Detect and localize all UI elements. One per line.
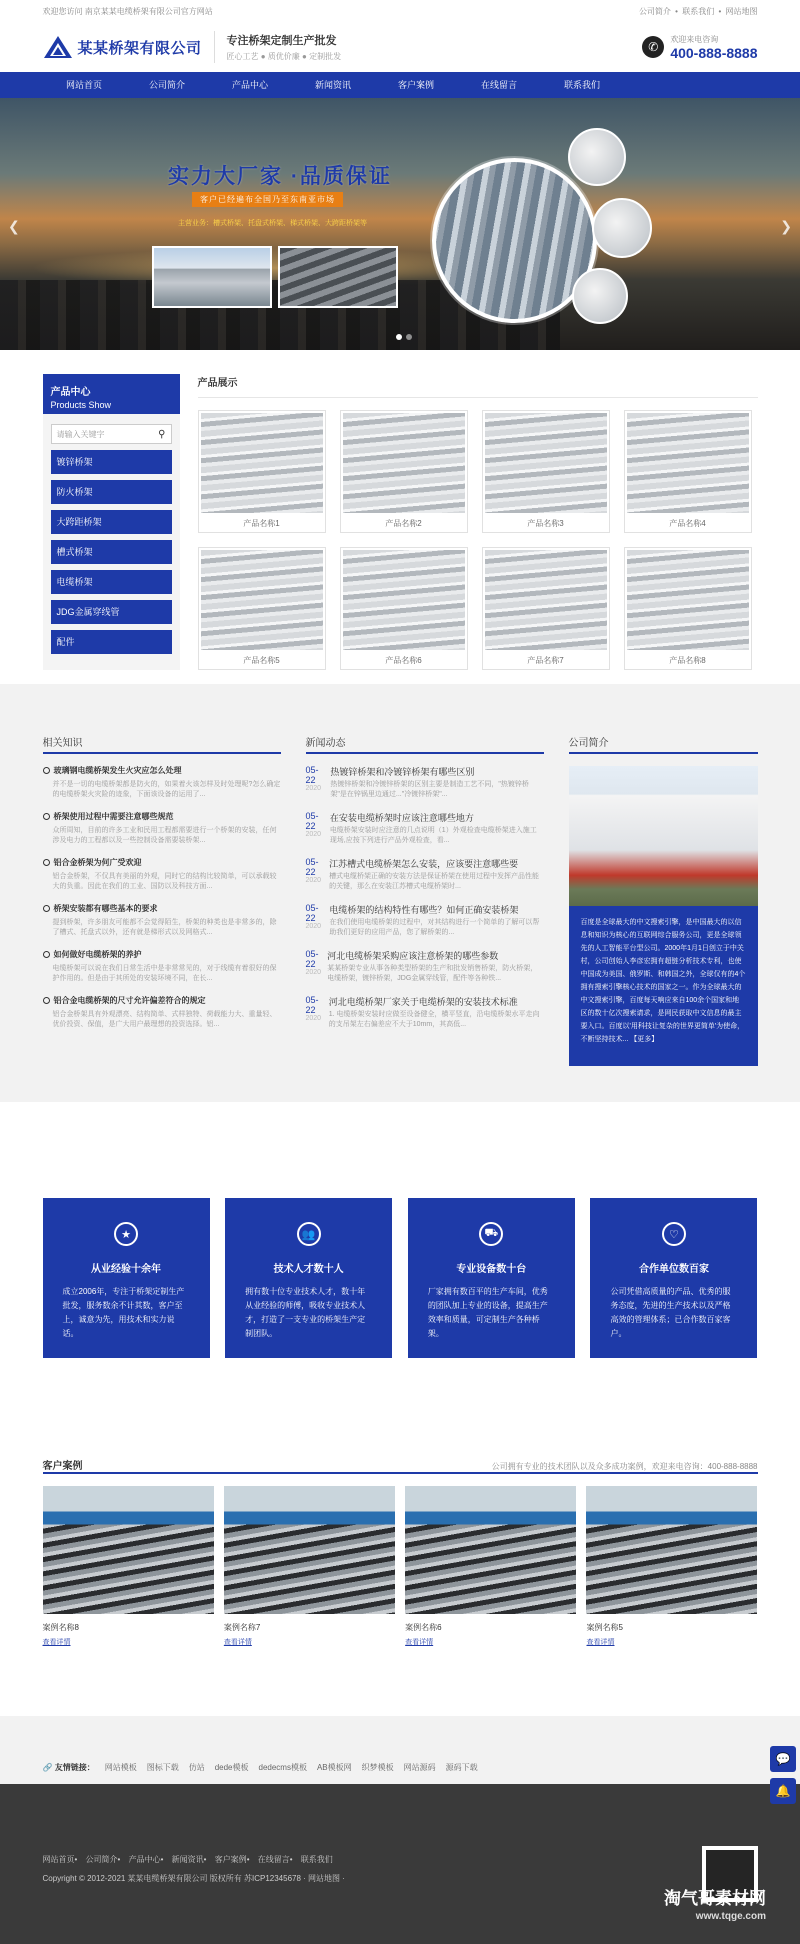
- friend-link[interactable]: 网站源码: [403, 1763, 436, 1772]
- product-image: [627, 550, 749, 650]
- welcome-text: 欢迎您访问 南京某某电缆桥架有限公司官方网站: [42, 6, 213, 16]
- feature-card: [225, 1198, 392, 1358]
- nav-about[interactable]: 公司简介: [148, 80, 185, 90]
- bullet-icon: [43, 767, 50, 774]
- feature-title: 专业设备数十台: [456, 1264, 527, 1275]
- banner-product-circle-3: [572, 268, 628, 324]
- product-card[interactable]: [340, 410, 468, 533]
- footer-nav-item[interactable]: 在线留言: [257, 1855, 290, 1864]
- case-more-link[interactable]: 查看详情: [405, 1639, 434, 1646]
- product-name: 产品名称5: [243, 656, 280, 665]
- banner-product-circle-2: [592, 198, 652, 258]
- bullet-icon: [43, 997, 50, 1004]
- about-body: 百度是全球最大的中文搜索引擎，是中国最大的以信息和知识为核心的互联网综合服务公司，更是全球领先的人工智能平台型公司。2000年1月1日创立于中关村，公司创始人李彦宏拥有超链分析技术专利，也使中国成为美国、俄罗斯、和韩国之外，全球仅有的4个拥有搜索引擎核心技术的国家之一。作为全球最大的中文搜索引擎，百度每天响应来自100余个国家和地区的数十亿次搜索请求，是网民获取中文信息的最主要入口。百度以'用科技让复杂的世界更简单'为使命，不断坚持技术...: [580, 919, 746, 1043]
- news-item-title[interactable]: 江苏槽式电缆桥架怎么安装，应该要注意哪些要: [329, 859, 519, 869]
- news-item-desc: 1. 电缆桥架安装时应做至设备健全，横平竖直，沿电缆桥架水平走向的支吊架左右偏差应不大于10mm，其高低...: [328, 1011, 540, 1028]
- case-card[interactable]: [224, 1486, 395, 1647]
- slogan-tags: 匠心工艺 ● 质优价廉 ● 定制批发: [226, 52, 342, 61]
- banner-dot[interactable]: [396, 334, 402, 340]
- banner-product-circle-1: [568, 128, 626, 186]
- top-link-contact[interactable]: 联系我们: [682, 6, 715, 16]
- watermark: 淘气哥素材网 www.tqge.com: [664, 1889, 766, 1922]
- feature-title: 技术人才数十人: [273, 1264, 344, 1275]
- feature-title: 从业经验十余年: [91, 1264, 161, 1275]
- products-section: [0, 350, 800, 684]
- footer-nav-item[interactable]: 产品中心: [128, 1855, 161, 1864]
- banner-business: 主营业务：槽式桥架、托盘式桥架、梯式桥架、大跨距桥架等: [178, 220, 367, 227]
- friend-link[interactable]: AB模板网: [316, 1763, 352, 1772]
- footer-nav-item[interactable]: 网站首页: [42, 1855, 75, 1864]
- hero-banner[interactable]: [0, 98, 800, 350]
- feature-desc: 成立2006年，专注于桥架定制生产批发，服务数余不计其数，客户至上，诚意为先，用技术和实力说话。: [62, 1287, 185, 1338]
- friend-link[interactable]: 网站模板: [104, 1763, 137, 1772]
- knowledge-item-desc: 提到桥架，许多朋友可能都不会觉得陌生，桥架的种类也是非常多的，除了槽式、托盘式以外，还有就是梯形式以及网格式...: [52, 919, 277, 936]
- case-image: [405, 1486, 576, 1614]
- news-date: 05-22 2020: [305, 765, 322, 792]
- footer-nav-item[interactable]: 公司简介: [85, 1855, 118, 1864]
- sidebar-title-en: Products Show: [50, 400, 112, 410]
- news-item-title[interactable]: 河北电缆桥架厂家关于电缆桥架的安装技术标准: [328, 997, 518, 1007]
- news-date: 05-22 2020: [305, 857, 322, 884]
- banner-title: 实力大厂家 ·品质保证: [168, 165, 392, 188]
- product-name: 产品名称7: [527, 656, 564, 665]
- product-image: [485, 550, 607, 650]
- friend-link[interactable]: 源码下载: [445, 1763, 478, 1772]
- nav-message[interactable]: 在线留言: [480, 80, 517, 90]
- header: [0, 22, 800, 72]
- truck-icon: ⛟: [479, 1222, 503, 1246]
- nav-home[interactable]: 网站首页: [65, 80, 102, 90]
- news-item[interactable]: [306, 857, 544, 892]
- sidebar-item[interactable]: 槽式桥架: [51, 540, 172, 564]
- about-more-link[interactable]: 【更多】: [630, 1036, 659, 1043]
- product-card[interactable]: [624, 410, 752, 533]
- knowledge-item-desc: 铝合金桥架，不仅具有美丽的外观，同时它的结构比较简单，可以承载较大的负重。因此在我们的工业、国防以及科技方面...: [52, 873, 277, 890]
- news-item[interactable]: [306, 995, 544, 1030]
- banner-subtitle: 客户已经遍布全国乃至东南亚市场: [192, 192, 343, 207]
- knowledge-item[interactable]: [43, 857, 281, 892]
- cases-section: [0, 1432, 800, 1716]
- nav-news[interactable]: 新闻资讯: [314, 80, 351, 90]
- bullet-icon: [43, 951, 50, 958]
- knowledge-item-title[interactable]: 桥架安装都有哪些基本的要求: [53, 904, 158, 913]
- news-item-title[interactable]: 热镀锌桥架和冷镀锌桥架有哪些区别: [330, 767, 475, 777]
- feature-card: [43, 1198, 210, 1358]
- top-link-about[interactable]: 公司简介: [638, 6, 671, 16]
- news-item-desc: 热镀锌桥架和冷镀锌桥架的区别主要是制造工艺不同，"热镀锌桥架"是在锌锅里边通过..."冷镀锌桥架"...: [330, 781, 529, 798]
- product-sidebar: [43, 374, 180, 670]
- case-more-link[interactable]: 查看详情: [223, 1639, 252, 1646]
- news-item-title[interactable]: 电缆桥架的结构特性有哪些？如何正确安装桥架: [329, 905, 519, 915]
- logo[interactable]: [43, 35, 202, 59]
- nav-contact[interactable]: 联系我们: [563, 80, 600, 90]
- hotline-label: 欢迎来电咨询: [670, 34, 719, 44]
- news-item-title[interactable]: 河北电缆桥架采购应该注意桥架的哪些参数: [327, 951, 499, 961]
- cases-note: 公司拥有专业的技术团队以及众多成功案例，欢迎来电咨询：400-888-8888: [491, 1462, 758, 1471]
- product-name: 产品名称1: [243, 519, 280, 528]
- phone-icon: ✆: [642, 36, 664, 58]
- news-item[interactable]: [306, 949, 544, 984]
- product-image: [201, 550, 323, 650]
- sidebar-item[interactable]: 电缆桥架: [51, 570, 172, 594]
- slogan: 专注桥架定制生产批发: [226, 35, 337, 47]
- knowledge-title: 相关知识: [43, 734, 281, 754]
- cases-title: 客户案例: [42, 1461, 83, 1472]
- product-name: 产品名称3: [527, 519, 564, 528]
- knowledge-column: [43, 734, 281, 1066]
- product-image: [343, 550, 465, 650]
- knowledge-item-title[interactable]: 玻璃钢电缆桥架发生火灾应怎么处理: [53, 766, 182, 775]
- news-section: [0, 684, 800, 1102]
- case-card[interactable]: [586, 1486, 757, 1647]
- nav-cases[interactable]: 客户案例: [397, 80, 434, 90]
- case-card[interactable]: [405, 1486, 576, 1647]
- logo-icon: [43, 35, 73, 59]
- top-links: 公司简介 • 联系我们 • 网站地图: [638, 6, 758, 16]
- sidebar-header: [43, 374, 180, 414]
- product-card[interactable]: [198, 410, 326, 533]
- hotline-number: 400-888-8888: [670, 44, 758, 61]
- footer: [0, 1784, 800, 1944]
- case-card[interactable]: [43, 1486, 214, 1647]
- news-item-desc: 槽式电缆桥架正确的安装方法是保证桥架在使用过程中发挥产品性能的关键，那么在安装江苏槽式电缆桥架时...: [329, 873, 540, 890]
- knowledge-item-desc: 电缆桥架可以说在我们日常生活中是非常常见的，对于线缆有着很好的保护作用的。但是由于其所处的安装环境不同，在长...: [52, 965, 277, 982]
- link-icon: 🔗: [42, 1763, 53, 1772]
- sidebar-title: 产品中心: [50, 387, 91, 398]
- features-section: [0, 1102, 800, 1432]
- sidebar-item[interactable]: 镀锌桥架: [51, 450, 172, 474]
- about-title: 公司简介: [569, 734, 758, 754]
- friend-link[interactable]: 仿站: [188, 1763, 205, 1772]
- knowledge-item[interactable]: [43, 765, 281, 800]
- knowledge-item-title[interactable]: 铝合金桥架为何广受欢迎: [53, 858, 142, 867]
- banner-photo-tray: [278, 246, 398, 308]
- about-text: [569, 906, 758, 1066]
- news-item[interactable]: [306, 811, 544, 846]
- sidebar-item[interactable]: 防火桥架: [51, 480, 172, 504]
- product-image: [343, 413, 465, 513]
- friend-link[interactable]: dede模板: [214, 1763, 249, 1772]
- feature-desc: 拥有数十位专业技术人才，数十年从业经验的师傅，吸收专业技术人才，打造了一支专业的桥架生产定制团队。: [245, 1287, 366, 1338]
- feature-card: [408, 1198, 575, 1358]
- sidebar-item[interactable]: 大跨距桥架: [51, 510, 172, 534]
- friend-link[interactable]: dedecms模板: [258, 1763, 307, 1772]
- news-item-desc: 在我们使用电缆桥架的过程中，对其结构进行一个简单的了解可以帮助我们更好的应用产品，您了解桥架的...: [329, 919, 540, 936]
- top-link-sitemap[interactable]: 网站地图: [725, 6, 758, 16]
- cases-header: [43, 1452, 758, 1474]
- footer-nav-item[interactable]: 新闻资讯: [171, 1855, 204, 1864]
- knowledge-item-desc: 铝合金桥架具有外观漂亮、结构简单、式样独特、荷载能力大、重量轻、优价投资、保值，是广大用户最理想的投资选择。铝...: [52, 1011, 277, 1028]
- friend-links-label: 🔗 友情链接：: [42, 1763, 95, 1772]
- knowledge-item[interactable]: [43, 811, 281, 846]
- search-input[interactable]: [51, 424, 172, 444]
- news-item[interactable]: [306, 903, 544, 938]
- nav-products[interactable]: 产品中心: [231, 80, 268, 90]
- case-more-link[interactable]: 查看详情: [586, 1639, 615, 1646]
- news-item-desc: 某某桥架专业从事各种类型桥架的生产和批发销售桥架，防火桥架，电缆桥架，镀锌桥架，JDG金属穿线管，配件等各种铁...: [327, 965, 538, 982]
- knowledge-item[interactable]: [43, 949, 281, 984]
- hotline: [642, 34, 757, 61]
- handshake-icon: ♡: [662, 1222, 686, 1246]
- banner-dot[interactable]: [406, 334, 412, 340]
- bullet-icon: [43, 813, 50, 820]
- banner-prev-icon[interactable]: ❮: [8, 218, 20, 234]
- knowledge-item-title[interactable]: 桥架使用过程中需要注意哪些规范: [53, 812, 174, 821]
- product-name: 产品名称6: [385, 656, 422, 665]
- friend-link[interactable]: 织梦模板: [361, 1763, 394, 1772]
- copyright: Copyright © 2012-2021 某某电缆桥架有限公司 版权所有 苏ICP12345678 · 网站地图 ·: [42, 1874, 345, 1883]
- about-column: [569, 734, 758, 1066]
- news-date: 05-22 2020: [305, 995, 322, 1022]
- news-column: [306, 734, 544, 1066]
- knowledge-item[interactable]: [43, 903, 281, 938]
- knowledge-item-title[interactable]: 如何做好电缆桥架的养护: [53, 950, 142, 959]
- knowledge-item-desc: 并不是一切的电缆桥架都是防火的，如果着火该怎样及时处理呢?怎么确定的电缆桥架火灾险的迹象，下面该设备的运用了...: [52, 781, 281, 798]
- bullet-icon: [43, 859, 50, 866]
- product-card[interactable]: [340, 547, 468, 670]
- case-image: [43, 1486, 214, 1614]
- case-more-link[interactable]: 查看详情: [42, 1639, 71, 1646]
- news-date: 05-22 2020: [305, 903, 322, 930]
- chat-icon[interactable]: 💬: [770, 1746, 796, 1772]
- case-name: 案例名称7: [223, 1623, 261, 1632]
- case-name: 案例名称6: [405, 1623, 442, 1632]
- star-icon: ★: [114, 1222, 138, 1246]
- search-icon[interactable]: ⚲: [158, 428, 166, 440]
- search-placeholder: 请输入关键字: [56, 429, 105, 439]
- news-date: 05-22 2020: [305, 811, 322, 838]
- feature-card: [590, 1198, 757, 1358]
- banner-photo-building: [152, 246, 272, 308]
- feature-title: 合作单位数百家: [638, 1264, 709, 1275]
- bullet-icon: [43, 905, 50, 912]
- top-bar: [0, 0, 800, 22]
- knowledge-item-title[interactable]: 铝合金电缆桥架的尺寸允许偏差符合的规定: [53, 996, 206, 1005]
- company-name: 某某桥架有限公司: [77, 39, 202, 57]
- product-name: 产品名称8: [669, 656, 706, 665]
- case-name: 案例名称5: [586, 1623, 623, 1632]
- friend-links: [0, 1716, 800, 1784]
- bell-icon[interactable]: 🔔: [770, 1778, 796, 1804]
- product-image: [485, 413, 607, 513]
- banner-next-icon[interactable]: ❯: [780, 218, 792, 234]
- banner-dots: [396, 334, 412, 340]
- news-item[interactable]: [306, 765, 544, 800]
- news-date: 05-22 2020: [305, 949, 322, 976]
- news-title: 新闻动态: [306, 734, 544, 754]
- header-divider: [214, 31, 215, 63]
- knowledge-item-desc: 众所周知，目前的许多工业和民用工程都需要进行一个桥架的安装，任何涉及电力的工程都以及一些控制设备需要装桥架...: [52, 827, 277, 844]
- case-image: [586, 1486, 757, 1614]
- product-name: 产品名称2: [385, 519, 422, 528]
- product-card[interactable]: [482, 547, 610, 670]
- case-image: [224, 1486, 395, 1614]
- about-image: [569, 766, 758, 906]
- feature-desc: 公司凭借高质量的产品、优秀的服务态度，先进的生产技术以及严格高效的管理体系；已合作数百家客户。: [610, 1287, 731, 1338]
- product-showcase: [198, 374, 758, 670]
- footer-nav-item[interactable]: 客户案例: [214, 1855, 247, 1864]
- case-name: 案例名称8: [42, 1623, 79, 1632]
- users-icon: 👥: [297, 1222, 321, 1246]
- sidebar-item[interactable]: JDG金属穿线管: [51, 600, 172, 624]
- product-card[interactable]: [198, 547, 326, 670]
- products-title: 产品展示: [198, 374, 758, 398]
- main-nav: [0, 72, 800, 98]
- news-item-desc: 电缆桥架安装时应注意的几点说明（1）外观检查电缆桥架进入施工现场,应按下列进行产品外观检查，看...: [329, 827, 537, 844]
- knowledge-item[interactable]: [43, 995, 281, 1030]
- product-card[interactable]: [624, 547, 752, 670]
- feature-desc: 厂家拥有数百平的生产车间，优秀的团队加上专业的设备，提高生产效率和质量，可定制生产各种桥架。: [427, 1287, 548, 1338]
- news-item-title[interactable]: 在安装电缆桥架时应该注意哪些地方: [329, 813, 474, 823]
- case-grid: [43, 1486, 758, 1647]
- footer-nav-item[interactable]: 联系我们: [300, 1855, 333, 1864]
- product-image: [627, 413, 749, 513]
- sidebar-item[interactable]: 配件: [51, 630, 172, 654]
- product-grid: [198, 410, 758, 670]
- product-name: 产品名称4: [669, 519, 706, 528]
- product-card[interactable]: [482, 410, 610, 533]
- product-image: [201, 413, 323, 513]
- slogan-block: [227, 32, 342, 62]
- friend-link[interactable]: 图标下载: [146, 1763, 179, 1772]
- footer-nav: 网站首页• 公司简介• 产品中心• 新闻资讯• 客户案例• 在线留言• 联系我们: [42, 1855, 333, 1864]
